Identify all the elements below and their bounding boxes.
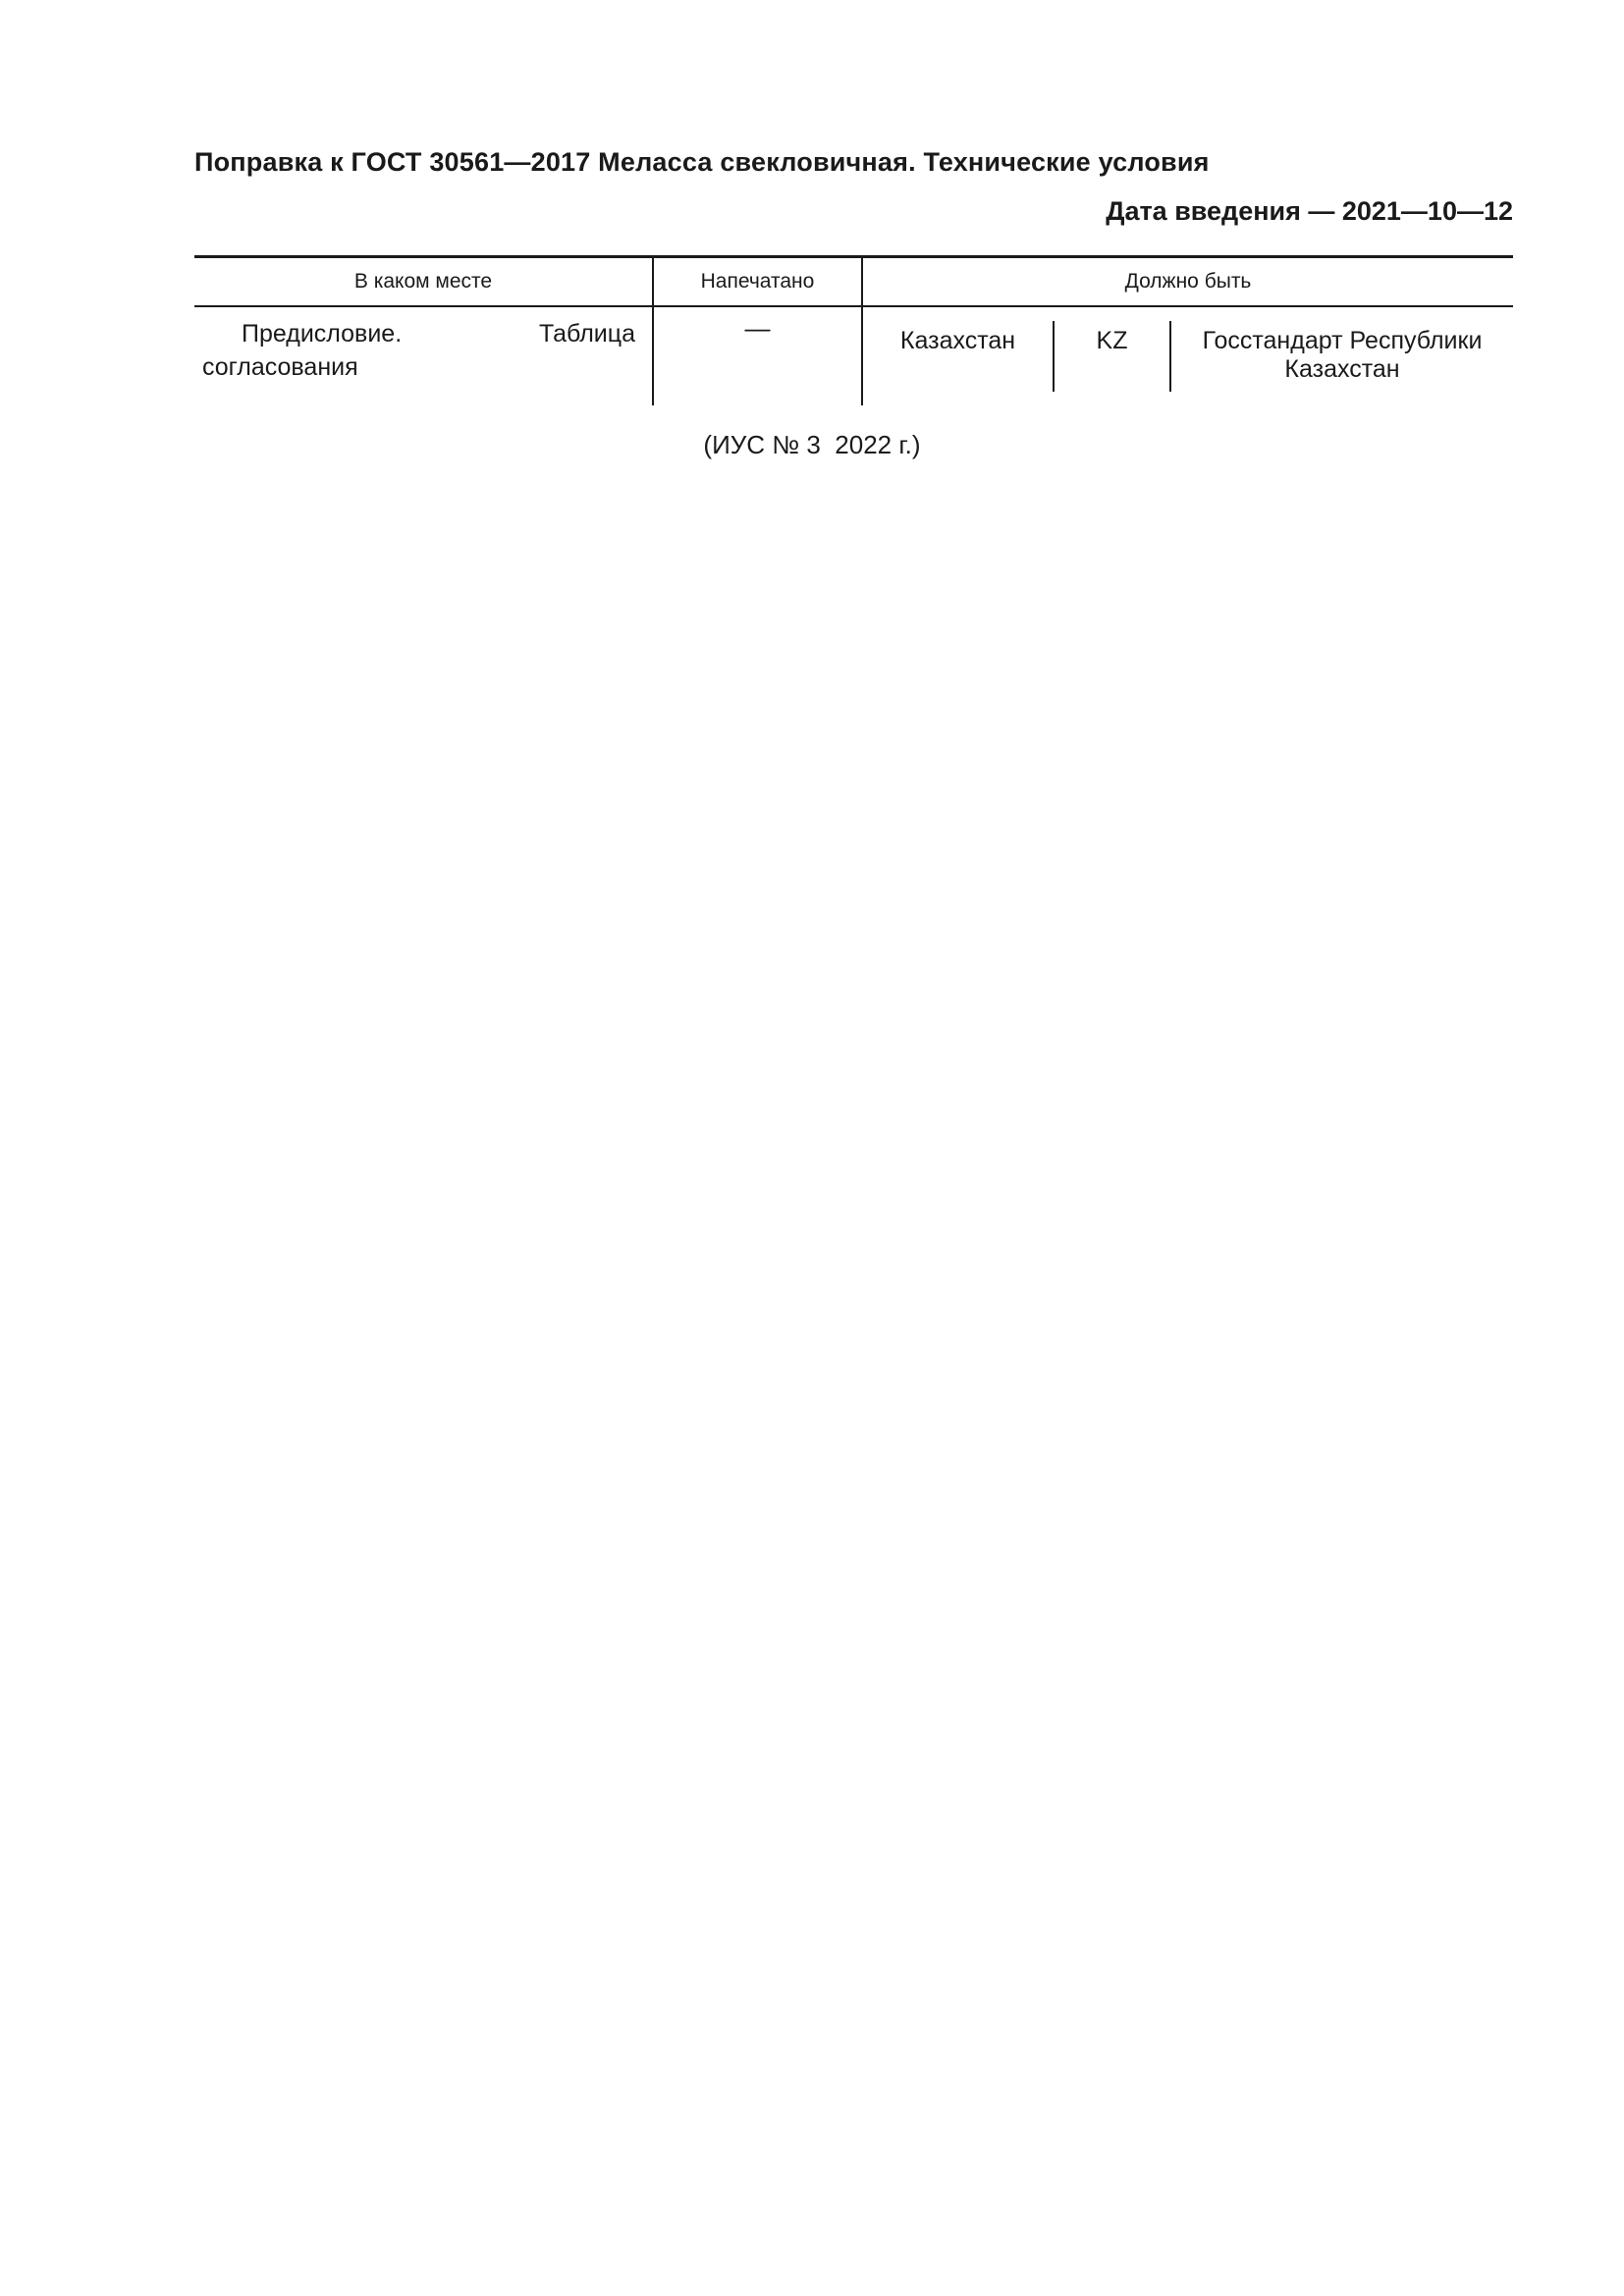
header-place: В каком месте bbox=[194, 257, 653, 307]
should-be-organization bbox=[1171, 321, 1513, 392]
table-row bbox=[194, 306, 1513, 405]
cell-should-be bbox=[862, 306, 1513, 405]
effective-date: Дата введения — 2021—10—12 bbox=[1106, 196, 1513, 226]
place-value: Предисловие. Таблица согласования bbox=[202, 320, 635, 381]
printed-value: — bbox=[744, 313, 771, 343]
organization-text: Госстандарт Республики Казахстан bbox=[1202, 327, 1483, 383]
table-header-row bbox=[194, 257, 1513, 307]
header-printed: Напечатано bbox=[653, 257, 862, 307]
document-title: Поправка к ГОСТ 30561—2017 Меласса свекловичная. Технические условия bbox=[194, 147, 1210, 177]
should-be-country: Казахстан bbox=[863, 321, 1055, 392]
cell-place bbox=[194, 306, 653, 405]
place-text bbox=[194, 307, 652, 384]
header-should-be: Должно быть bbox=[862, 257, 1513, 307]
should-be-grid bbox=[863, 321, 1513, 392]
ius-reference: (ИУС № 3 2022 г.) bbox=[703, 430, 921, 459]
cell-printed bbox=[653, 306, 862, 405]
amendment-table bbox=[194, 255, 1513, 405]
should-be-code: KZ bbox=[1055, 321, 1171, 392]
